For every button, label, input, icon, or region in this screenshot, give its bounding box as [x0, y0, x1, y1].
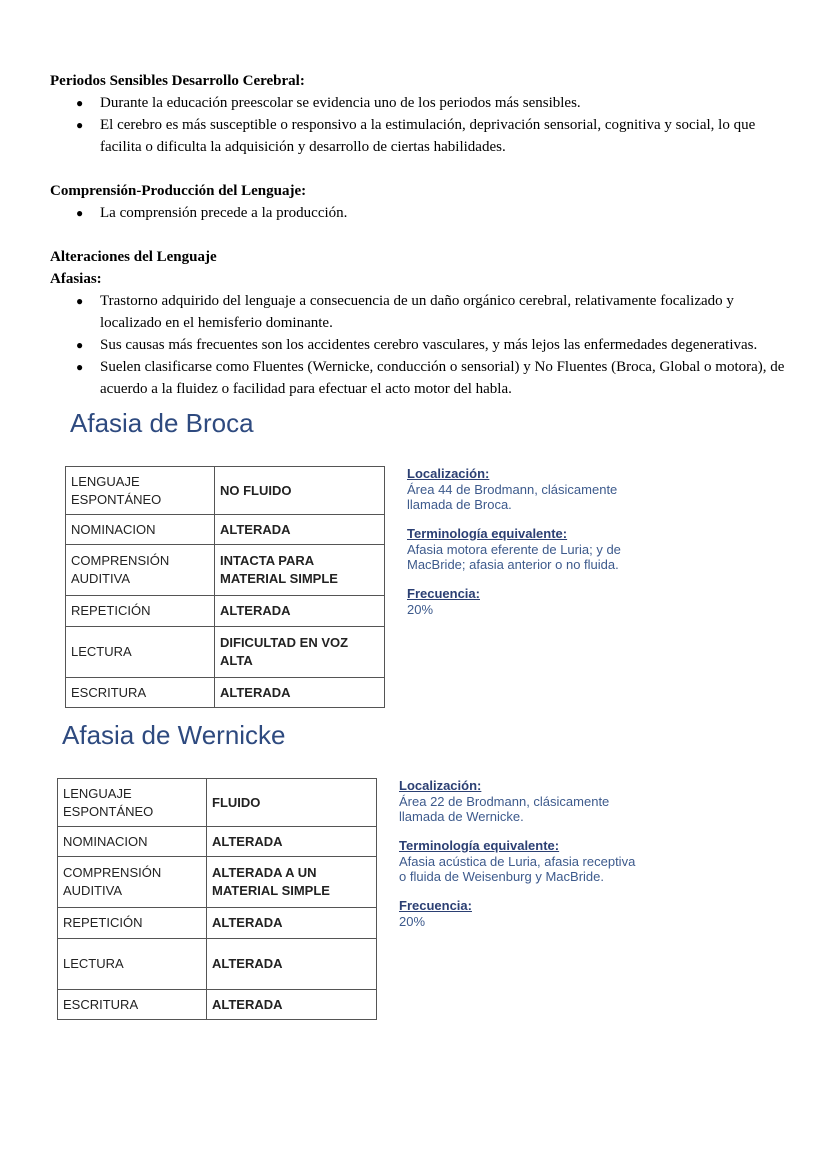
wernicke-title: Afasia de Wernicke: [62, 720, 286, 750]
row-value: ALTERADA: [207, 827, 377, 857]
row-label: LECTURA: [58, 939, 207, 990]
terminologia-label: Terminología equivalente:: [399, 838, 560, 853]
broca-info: [407, 466, 647, 631]
row-label: REPETICIÓN: [58, 908, 207, 939]
frecuencia-label: Frecuencia:: [407, 586, 480, 601]
row-label: LECTURA: [66, 627, 215, 678]
broca-title: Afasia de Broca: [70, 408, 254, 438]
wernicke-info: [399, 778, 639, 943]
table-row: [58, 990, 377, 1020]
row-value: FLUIDO: [207, 779, 377, 827]
broca-table: [65, 466, 385, 708]
row-value: INTACTA PARA MATERIAL SIMPLE: [215, 545, 385, 596]
frecuencia-value: 20%: [407, 602, 434, 617]
section-heading: Periodos Sensibles Desarrollo Cerebral:: [50, 73, 305, 89]
wernicke-section: [57, 718, 788, 1020]
localizacion-text: Área 22 de Brodmann, clásicamente llamada de Wernicke.: [399, 794, 610, 824]
row-value: ALTERADA: [215, 678, 385, 708]
table-row: [58, 939, 377, 990]
table-row: [58, 827, 377, 857]
table-row: [58, 857, 377, 908]
terminologia-text: Afasia acústica de Luria, afasia receptiva o fluida de Weisenburg y MacBride.: [399, 854, 636, 884]
section-subheading: Afasias:: [50, 271, 102, 287]
localizacion-label: Localización:: [399, 778, 482, 793]
row-label: LENGUAJE ESPONTÁNEO: [66, 467, 215, 515]
row-value: ALTERADA: [207, 939, 377, 990]
row-value: ALTERADA A UN MATERIAL SIMPLE: [207, 857, 377, 908]
list-item: ● Sus causas más frecuentes son los accidentes cerebro vasculares, y más lejos las enfermedades degenerativas.: [100, 334, 788, 356]
list-item: ● El cerebro es más susceptible o responsivo a la estimulación, deprivación sensorial, cognitiva y social, lo que facilita o dificulta la adquisición y desarrollo de ciertas habilidades.: [100, 114, 788, 158]
bullet-list: [50, 202, 788, 224]
bullet-list: [50, 92, 788, 158]
terminologia-label: Terminología equivalente:: [407, 526, 568, 541]
row-value: ALTERADA: [215, 515, 385, 545]
row-label: NOMINACION: [58, 827, 207, 857]
list-item: ● La comprensión precede a la producción.: [100, 202, 788, 224]
section-heading: Comprensión-Producción del Lenguaje:: [50, 183, 307, 199]
section-heading: Alteraciones del Lenguaje: [50, 249, 217, 265]
frecuencia-value: 20%: [399, 914, 426, 929]
table-row: [66, 467, 385, 515]
localizacion-text: Área 44 de Brodmann, clásicamente llamada de Broca.: [407, 482, 618, 512]
wernicke-table: [57, 778, 377, 1020]
row-label: LENGUAJE ESPONTÁNEO: [58, 779, 207, 827]
row-label: COMPRENSIÓN AUDITIVA: [58, 857, 207, 908]
bullet-list: [50, 290, 788, 400]
frecuencia-label: Frecuencia:: [399, 898, 472, 913]
row-label: NOMINACION: [66, 515, 215, 545]
table-row: [66, 678, 385, 708]
table-row: [66, 596, 385, 627]
row-value: NO FLUIDO: [215, 467, 385, 515]
list-item: ● Durante la educación preescolar se evidencia uno de los periodos más sensibles.: [100, 92, 788, 114]
table-row: [66, 515, 385, 545]
row-label: ESCRITURA: [66, 678, 215, 708]
row-value: ALTERADA: [207, 990, 377, 1020]
list-item: ● Suelen clasificarse como Fluentes (Wernicke, conducción o sensorial) y No Fluentes (Broca, Global o motora), de acuerdo a la fluidez o facilidad para efectuar el acto motor del habla.: [100, 356, 788, 400]
broca-section: [65, 406, 788, 708]
row-value: ALTERADA: [207, 908, 377, 939]
localizacion-label: Localización:: [407, 466, 490, 481]
list-item: ● Trastorno adquirido del lenguaje a consecuencia de un daño orgánico cerebral, relativamente focalizado y localizado en el hemisferio dominante.: [100, 290, 788, 334]
table-row: [58, 779, 377, 827]
terminologia-text: Afasia motora eferente de Luria; y de MacBride; afasia anterior o no fluida.: [407, 542, 621, 572]
row-value: DIFICULTAD EN VOZ ALTA: [215, 627, 385, 678]
table-row: [58, 908, 377, 939]
row-label: COMPRENSIÓN AUDITIVA: [66, 545, 215, 596]
row-label: REPETICIÓN: [66, 596, 215, 627]
table-row: [66, 627, 385, 678]
row-value: ALTERADA: [215, 596, 385, 627]
row-label: ESCRITURA: [58, 990, 207, 1020]
table-row: [66, 545, 385, 596]
section-periodos: [50, 70, 788, 158]
section-comprension: [50, 180, 788, 224]
section-alteraciones: [50, 246, 788, 400]
